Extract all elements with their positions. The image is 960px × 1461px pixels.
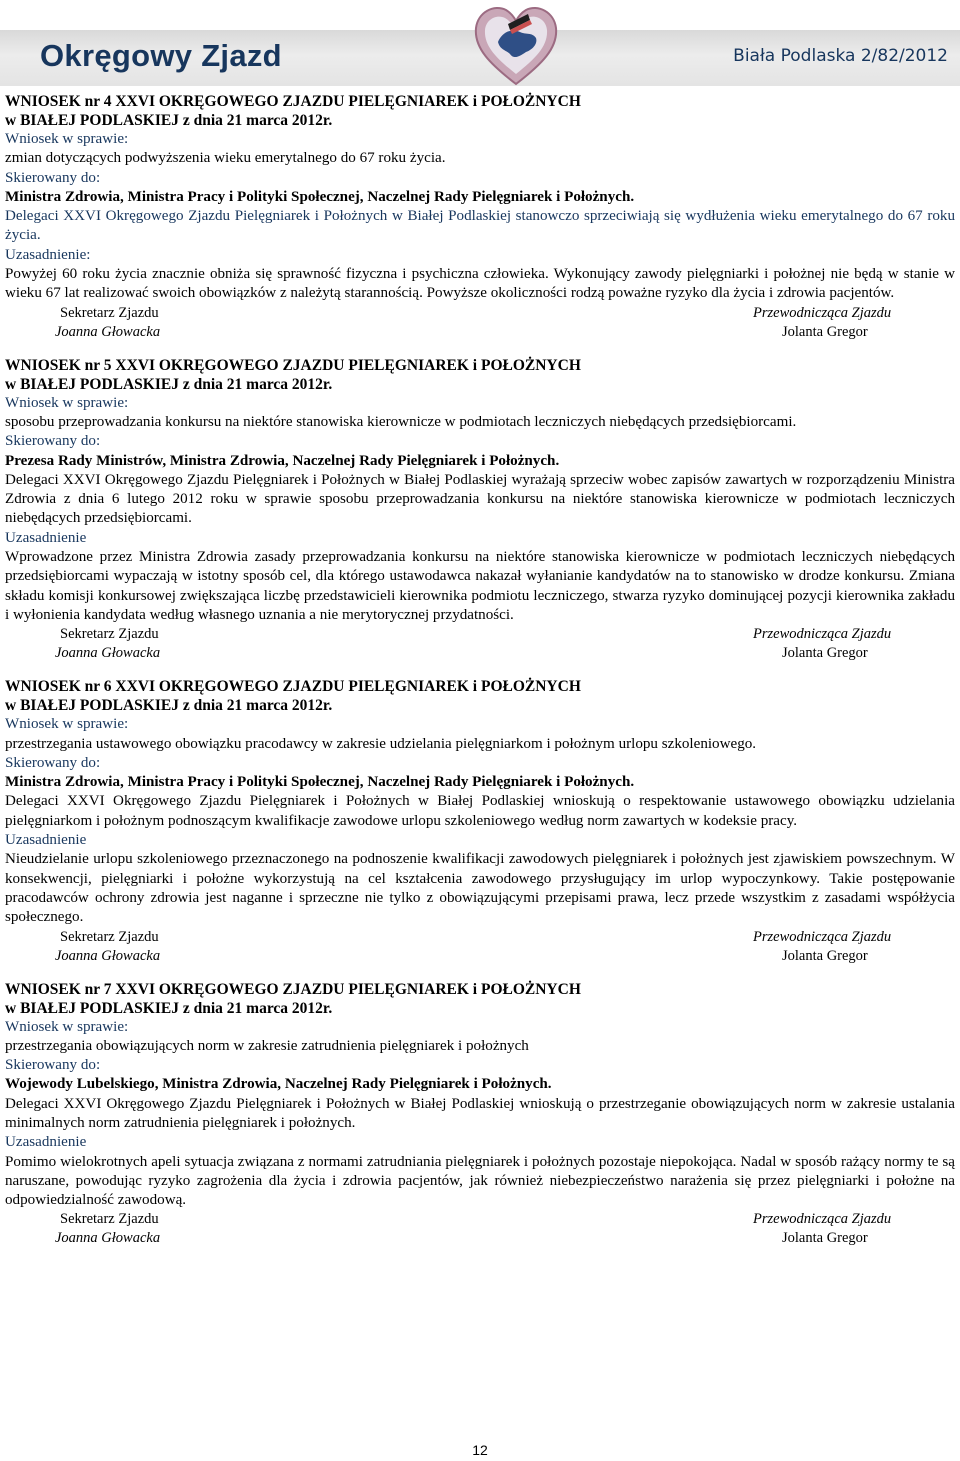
chair-name: Jolanta Gregor xyxy=(782,323,868,340)
document-body xyxy=(5,92,955,1248)
chair-role: Przewodnicząca Zjazdu xyxy=(753,304,892,321)
motion-7 xyxy=(5,980,955,1249)
motion-title-date: w BIAŁEJ PODLASKIEJ z dnia 21 marca 2012r. xyxy=(5,999,333,1017)
resolution-text: Delegaci XXVI Okręgowego Zjazdu Pielęgniarek i Położnych w Białej Podlaskiej wnioskują o przestrzeganie obowiązujących norm w zakresie ustalania minimalnych norm zatrudnienia pielęgniarek i położnych. xyxy=(5,1095,955,1131)
secretary-name: Joanna Głowacka xyxy=(55,1230,161,1247)
justification-label: Uzasadnienie xyxy=(5,832,87,849)
secretary-name: Joanna Głowacka xyxy=(55,947,161,964)
signature-block xyxy=(5,1210,955,1248)
chair-name: Jolanta Gregor xyxy=(782,947,868,964)
secretary-role: Sekretarz Zjazdu xyxy=(60,304,159,321)
page-header xyxy=(0,0,960,90)
addressed-label: Skierowany do: xyxy=(5,1057,101,1074)
signature-block xyxy=(5,928,955,966)
matter-label: Wniosek w sprawie: xyxy=(5,1018,129,1035)
addressee-text: Ministra Zdrowia, Ministra Pracy i Polityki Społecznej, Naczelnej Rady Pielęgniarek i Położnych. xyxy=(5,774,635,791)
addressee-text: Ministra Zdrowia, Ministra Pracy i Polityki Społecznej, Naczelnej Rady Pielęgniarek i Położnych. xyxy=(5,188,635,205)
resolution-text: Delegaci XXVI Okręgowego Zjazdu Pielęgniarek i Położnych w Białej Podlaskiej wnioskują o respektowanie ustawowego obowiązku udzielania pielęgniarkom i położnym podnoszącym kwalifikacje zawodowe urlopu szkoleniowego według norm zawartych w kodeksie pracy. xyxy=(5,793,955,829)
motion-title: WNIOSEK nr 7 XXVI OKRĘGOWEGO ZJAZDU PIELĘGNIAREK i POŁOŻNYCH xyxy=(5,980,581,998)
addressed-label: Skierowany do: xyxy=(5,169,101,186)
chair-name: Jolanta Gregor xyxy=(782,1230,868,1247)
justification-text: Nieudzielanie urlopu szkoleniowego przeznaczonego na podnoszenie kwalifikacji zawodowych pielęgniarek i położnych jest zjawiskiem powszechnym. W konsekwencji, pielęgniarki i położne wykorzystują na cel kształcenia zawodowego przysługujący im urlop wypoczynkowy. Takie postępowanie pracodawców ochrony zdrowia jest naganne i sprzeczne nie tylko z obowiązującymi przepisami prawa, lecz przede wszystkim z zasadami współżycia społecznego. xyxy=(5,851,955,926)
matter-label: Wniosek w sprawie: xyxy=(5,394,129,411)
justification-label: Uzasadnienie xyxy=(5,1134,87,1151)
signature-block xyxy=(5,304,955,342)
motion-title: WNIOSEK nr 4 XXVI OKRĘGOWEGO ZJAZDU PIELĘGNIAREK i POŁOŻNYCH xyxy=(5,93,581,110)
motion-title-date: w BIAŁEJ PODLASKIEJ z dnia 21 marca 2012r. xyxy=(5,375,333,393)
addressee-text: Wojewody Lubelskiego, Ministra Zdrowia, Naczelnej Rady Pielęgniarek i Położnych. xyxy=(5,1076,552,1093)
motion-4 xyxy=(5,92,955,342)
justification-text: Powyżej 60 roku życia znacznie obniża się sprawność fizyczna i psychiczna człowieka. Wykonujący zawody pielęgniarki i położnej nie będą w stanie w wieku 67 lat realizować swoich obowiązków z należytą starannością. Powyższe okoliczności rodzą poważne ryzyko dla życia i zdrowia pacjentów. xyxy=(5,266,955,302)
matter-text: zmian dotyczących podwyższenia wieku emerytalnego do 67 roku życia. xyxy=(5,150,446,167)
heart-logo-icon xyxy=(470,2,562,88)
secretary-name: Joanna Głowacka xyxy=(55,645,161,662)
chair-role: Przewodnicząca Zjazdu xyxy=(753,1211,892,1228)
motion-6 xyxy=(5,677,955,965)
justification-label: Uzasadnienie: xyxy=(5,246,91,263)
chair-role: Przewodnicząca Zjazdu xyxy=(753,626,892,643)
motion-title-date: w BIAŁEJ PODLASKIEJ z dnia 21 marca 2012r. xyxy=(5,697,333,715)
chair-role: Przewodnicząca Zjazdu xyxy=(753,928,892,945)
matter-label: Wniosek w sprawie: xyxy=(5,131,129,147)
justification-text: Wprowadzone przez Ministra Zdrowia zasady przeprowadzania konkursu na niektóre stanowiska kierownicze w podmiotach leczniczych niebędących przedsiębiorcami wypaczają w istotny sposób cel, dla którego ustawodawca nakazał wyłanianie kandydatów na to stanowisko w drodze konkursu. Zmiana składu komisji konkursowej zwiększająca liczbę przedstawicieli kierownika podmiotu leczniczego, stwarza ryzyko dominującej pozycji kierownika zakładu i wyłonienia kandydata według własnego uznania a nie merytorycznej przydatności. xyxy=(5,549,955,623)
addressed-label: Skierowany do: xyxy=(5,433,101,450)
secretary-role: Sekretarz Zjazdu xyxy=(60,626,159,643)
secretary-role: Sekretarz Zjazdu xyxy=(60,1211,159,1228)
addressed-label: Skierowany do: xyxy=(5,754,101,771)
motion-title: WNIOSEK nr 6 XXVI OKRĘGOWEGO ZJAZDU PIELĘGNIAREK i POŁOŻNYCH xyxy=(5,678,581,696)
motion-5 xyxy=(5,356,955,664)
resolution-text: Delegaci XXVI Okręgowego Zjazdu Pielęgniarek i Położnych w Białej Podlaskiej wyrażają sprzeciw wobec zapisów zawartych w rozporządzeniu Ministra Zdrowia z dnia 6 lutego 2012 roku w sprawie sposobu przeprowadzania konkursu na niektóre stanowiska kierownicze w podmiotach leczniczych niebędących przedsiębiorcami. xyxy=(5,471,955,527)
signature-block xyxy=(5,625,955,663)
motion-title: WNIOSEK nr 5 XXVI OKRĘGOWEGO ZJAZDU PIELĘGNIAREK i POŁOŻNYCH xyxy=(5,356,581,374)
justification-label: Uzasadnienie xyxy=(5,529,87,546)
matter-label: Wniosek w sprawie: xyxy=(5,716,129,733)
addressee-text: Prezesa Rady Ministrów, Ministra Zdrowia, Naczelnej Rady Pielęgniarek i Położnych. xyxy=(5,452,560,469)
motion-title-date: w BIAŁEJ PODLASKIEJ z dnia 21 marca 2012r. xyxy=(5,112,333,129)
resolution-text: Delegaci XXVI Okręgowego Zjazdu Pielęgniarek i Położnych w Białej Podlaskiej stanowczo sprzeciwiają się wydłużenia wieku emerytalnego do 67 roku życia. xyxy=(5,208,955,244)
chair-name: Jolanta Gregor xyxy=(782,645,868,662)
matter-text: przestrzegania obowiązujących norm w zakresie zatrudnienia pielęgniarek i położnych xyxy=(5,1037,529,1054)
matter-text: przestrzegania ustawowego obowiązku pracodawcy w zakresie udzielania pielęgniarkom i położnym urlopu szkoleniowego. xyxy=(5,735,757,752)
justification-text: Pomimo wielokrotnych apeli sytuacja związana z normami zatrudniania pielęgniarek i położnych pozostaje niepokojąca. Nadal w sposób rażący normy te są naruszane, powodując ryzyko zagrożenia dla życia i zdrowia pacjentów, jak również niebezpieczeństwo narażenia się przez pielęgniarki i położne na odpowiedzialność zawodową. xyxy=(5,1153,955,1209)
secretary-role: Sekretarz Zjazdu xyxy=(60,928,159,945)
publication-title: Okręgowy Zjazd xyxy=(40,38,282,73)
issue-number: Biała Podlaska 2/82/2012 xyxy=(733,46,948,66)
page-number: 12 xyxy=(472,1442,488,1458)
matter-text: sposobu przeprowadzania konkursu na niektóre stanowiska kierownicze w podmiotach leczniczych niebędących przedsiębiorcami. xyxy=(5,413,797,430)
secretary-name: Joanna Głowacka xyxy=(55,323,161,340)
